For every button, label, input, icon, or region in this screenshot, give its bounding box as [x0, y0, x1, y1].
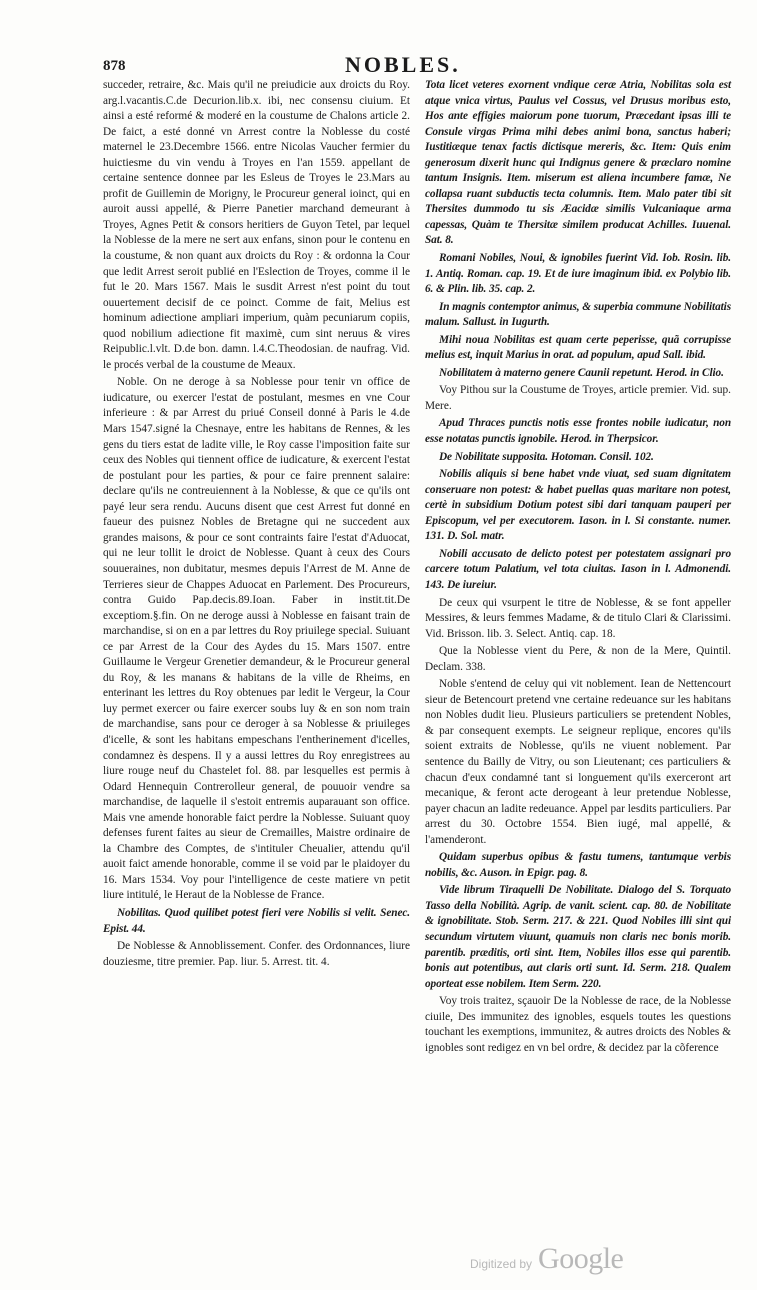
paragraph: De ceux qui vsurpent le titre de Noblesse, & se font appeller Messires, & leurs femmes Madame, & de titulo Clari & Clarissimi. Vid. Brisson. lib. 3. Select. Antiq. cap. 18. [425, 596, 731, 640]
paragraph: Que la Noblesse vient du Pere, & non de la Mere, Quintil. Declam. 338. [425, 645, 731, 673]
latin-citation: Nobili accusato de delicto potest per potestatem assignari pro carcere totum Palatium, vel tota ciuitas. Iason in l. Admonendi. 143. De iureiur. [425, 547, 731, 591]
latin-citation: Tota licet veteres exornent vndique ceræ Atria, Nobilitas sola est atque vnica virtus, Paulus vel Cossus, vel Drusus moribus esto, Hos ante effigies maiorum pone tuorum, Præcedant ipsas illi te Consule virgas Prima mihi debes animi bona, sanctus haberi; Iustitiæque tenax factis dictisque mereris, &c. Item: Quis enim generosum dixerit hunc qui Indignus genere & præclaro nomine tantum Insignis. Item. miserum est aliena incumbere famæ, Ne collapsa ruant subductis tecta columnis. Item. Malo pater tibi sit Thersites dummodo tu sis Æacidæ similis Vulcaniaque arma capessas, Quàm te Thersitæ similem producat Achilles. Iuuenal. Sat. 8. [425, 79, 731, 247]
paragraph: De Noblesse & Annoblissement. Confer. des Ordonnances, liure douziesme, titre premier. Pap. liur. 5. Arrest. tit. 4. [103, 940, 410, 968]
latin-citation: In magnis contemptor animus, & superbia commune Nobilitatis malum. Sallust. in Iugurth. [425, 300, 731, 329]
paragraph: Noble s'entend de celuy qui vit noblement. Iean de Nettencourt sieur de Betencourt pretend vne certaine redeuance sur les habitans non Nobles dudit lieu. Plusieurs particuliers se pretendent Nobles, & par consequent exempts. Le seigneur replique, encores qu'ils soient extraits de Noblesse, qu'ils ne viuent noblement. Par sentence du Bailly de Vitry, ou son Lieutenant; ces particuliers & chacun d'eux condamné tant si longuement qu'ils exerceront art mecanique, & feront acte derogeant à leur pretendue Noblesse, payer chacun an ladite redeuance. Appel par lesdits particuliers. Par arrest du 30. Octobre 1554. Bien iugé, mal appellé, & l'amenderont. [425, 678, 731, 846]
latin-citation: De Nobilitate supposita. Hotoman. Consil. 102. [439, 450, 654, 463]
paragraph: Voy Pithou sur la Coustume de Troyes, article premier. Vid. sup. Mere. [425, 384, 731, 412]
left-column [103, 78, 410, 970]
latin-citation: Romani Nobiles, Noui, & ignobiles fuerint Vid. Iob. Rosin. lib. 1. Antiq. Roman. cap. 19. Et de iure imaginum ibid. ex Polybio lib. 6. & Plin. lib. 35. cap. 2. [425, 252, 731, 296]
paragraph: Voy trois traitez, sçauoir De la Noblesse de race, de la Noblesse ciuile, Des immunitez des ignobles, esquels toutes les questions touchant les exemptions, immunitez, & autres droicts des Nobles & ignobles sont redigez en vn bel ordre, & decidez par la cõference [425, 995, 731, 1054]
right-column [425, 78, 731, 1056]
google-watermark [470, 1242, 623, 1276]
watermark-prefix: Digitized by [470, 1257, 533, 1271]
paragraph: succeder, retraire, &c. Mais qu'il ne preiudicie aux droicts du Roy. arg.l.vacantis.C.de Decurion.lib.x. ibi, nec consensu ciuium. Et ainsi a esté reformé & moderé en la coustume de Chalons article 2. De faict, a esté donné vn Arrest contre la Noblesse du costé maternel le 23.Decembre 1566. entre Nicolas Vaucher fermier du huictiesme du vin vendu à Troyes en l'an 1559. appellant de certaine sentence donnee par les Esleus de Troyes le 23.Mars au profit de Guillemin de Morigny, le Procureur general ioinct, qui en auroit aussi appellé, & Pierre Panetier marchand demeurant à Troyes, Agnes Petit & consors heritiers de Guyon Tetel, par lequel la Noblesse de la mere ne sert aux enfans, sinon pour le contenu en la coustume, & non quant aux droicts du Roy : & ordonna la Cour que ledit Arrest seroit publié en l'Eslection de Troyes, comme il le fut le 20. Mars 1567. Mais le susdit Arrest n'est point du tout ouuertement decisif de ce poinct. Comme de fait, Melius est hominum adiectione ampliari imperium, quàm pecuniarum copiis, quod nobilium adiectione fit maximè, cum sint neruus & vires Reipublic.l.vlt. D.de bon. damn. l.4.C.Theodosian. de naufrag. Vid. le procés verbal de la coustume de Meaux. [103, 79, 410, 371]
latin-citation: Nobilitas. Quod quilibet potest fieri vere Nobilis si velit. Senec. Epist. 44. [103, 906, 410, 935]
latin-citation: Mihi noua Nobilitas est quam certe peperisse, quã corrupisse melius est, inquit Marius in orat. ad populum, apud Sall. ibid. [425, 333, 731, 362]
running-head: NOBLES. [345, 52, 461, 77]
latin-citation: Vide librum Tiraquelli De Nobilitate. Dialogo del S. Torquato Tasso della Nobilità. Agrip. de vanit. scient. cap. 80. de Nobilitate & ignobilitate. Stob. Serm. 217. & 221. Quod Nobiles illi sint qui secundum virtutem viuunt, quamuis non claris nec bonis morib. parentib. præditis, orti sint. Item, Nobiles illos esse qui parentib. bonis aut potentibus, aut claris orti sunt. Id. Serm. 218. Qualem oporteat esse nobilem. Item Serm. 220. [425, 884, 731, 990]
paragraph: Noble. On ne deroge à sa Noblesse pour tenir vn office de iudicature, ou exercer l'estat de postulant, mesmes en vne Cour inferieure : & par Arrest du priué Conseil donné à Paris le 4.de Mars 1547.signé la Chesnaye, entre les habitans de Rennes, & les gens du tiers estat de ladite ville, le Roy casse l'imposition faite sur ceux des Nobles qui tiennent office de iudicature, & exercent l'estat de postulant pour les parties, & pour ce faire prennent salaire: declare qu'ils ne contreuiennent à la Noblesse, & que ce qu'ils ont payé leur sera rendu. Aucuns disent que cest Arrest fut donné en faueur des puisnez Nobles de Bretagne qui ne succedent aux grandes maisons, & pour ce sont contraints faire l'estat d'Aduocat, qui ne leur tollit le droict de Noblesse. Quant à ceux des Cours souueraines, non dubitatur, mesmes depuis l'Arrest de M. Anne de Terrieres sieur de Chappes Aduocat en Parlement. Des Procureurs, contra Guido Pap.decis.89.Ioan. Faber in instit.tit.De exceptiom.§.fin. On ne deroge aussi à Noblesse en faisant train de marchandise, si on en a par lettres du Roy priuilege special. Suiuant ce par Arrest de la Cour des Aydes du 15. Mars 1507. entre Guillaume le Vergeur Grenetier demandeur, & le Procureur general du Roy, & les manans & habitans de la ville de Rheims, en enterinant les lettres du Roy obtenues par ledit le Vergeur, la Cour luy permet exercer ou faire exercer soubs luy & en son nom train de marchandise, sans pour ce deroger à sa Noblesse & priuileges d'icelle, & sont les habitans empeschans l'entherinement d'icelles, condamnez ès despens. Il y a aussi lettres du Roy enregistrees au liure rouge neuf du Chastelet fol. 88. par lesquelles est permis à Odard Hennequin Contrerolleur general, de pouuoir vendre sa marchandise, de laquelle il s'estoit entremis auparauant son office. Mais vne amende honorable faict perdre la Noblesse. Suiuant quoy defenses furent faites au sieur de Cremailles, Maistre ordinaire de la Chambre des Comptes, de s'intituler Cheualier, attendu qu'il auoit faict amende honorable, comme il se void par le plaidoyer du 16. Mars 1534. Voy pour l'intelligence de ceste matiere vn petit liure intitulé, le Heraut de la Noblesse de France. [103, 376, 410, 902]
google-logo: Google [538, 1242, 624, 1275]
latin-citation: Apud Thraces punctis notis esse frontes nobile iudicatur, non esse notatas punctis ignobile. Herod. in Therpsicor. [425, 417, 731, 446]
latin-citation: Nobilitatem à materno genere Caunii repetunt. Herod. in Clio. [439, 366, 724, 379]
latin-citation: Quidam superbus opibus & fastu tumens, tantumque verbis nobilis, &c. Auson. in Epigr. pag. 8. [425, 851, 731, 879]
page-number: 878 [103, 58, 126, 74]
latin-citation: Nobilis aliquis si bene habet vnde viuat, sed suam dignitatem conseruare non potest: & habet puellas quas maritare non potest, certè in subsidium Dotium potest sibi dari tanquam pauperi per Episcopum, vel per executorem. Iason. in l. Si constante. numer. 131. D. Sol. matr. [425, 468, 731, 543]
